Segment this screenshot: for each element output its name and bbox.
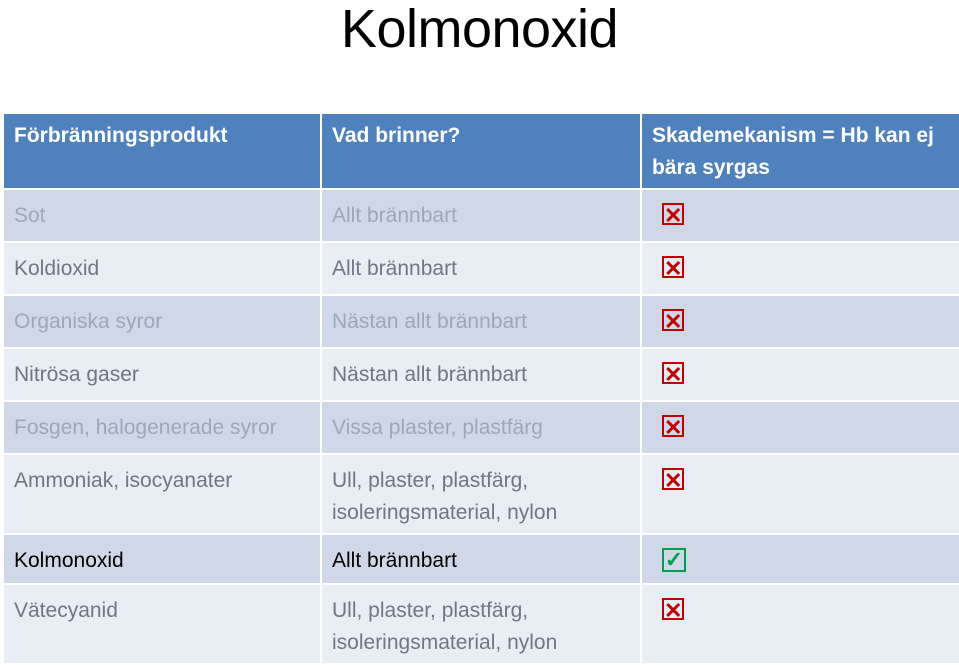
mark-cell [641, 534, 959, 584]
table-row [3, 189, 959, 242]
table-row [3, 584, 959, 664]
product-cell: Koldioxid [3, 242, 321, 295]
cross-icon: ✕ [664, 256, 683, 281]
cross-icon: ✕ [664, 598, 683, 623]
table-row [3, 242, 959, 295]
burns-cell: Allt brännbart [321, 189, 641, 242]
mark-cell [641, 242, 959, 295]
table-row [3, 401, 959, 454]
mark-cell [641, 454, 959, 534]
mark-cell [641, 348, 959, 401]
check-icon: ✓ [662, 548, 686, 572]
burns-cell: Ull, plaster, plastfärg, isoleringsmaterial, nylon [321, 584, 641, 664]
mark-cell [641, 584, 959, 664]
product-cell: Ammoniak, isocyanater [3, 454, 321, 534]
header-product: Förbränningsprodukt [3, 113, 321, 189]
slide-title-text: Kolmonoxid [340, 0, 619, 59]
mark-cell [641, 189, 959, 242]
cross-icon: ✕ [664, 468, 683, 493]
table-row [3, 348, 959, 401]
cross-icon: ✕ [664, 309, 683, 334]
table-row-highlighted [3, 534, 959, 584]
header-what-burns: Vad brinner? [321, 113, 641, 189]
mark-cell [641, 295, 959, 348]
slide-title [0, 0, 959, 100]
burns-cell: Allt brännbart [321, 534, 641, 584]
product-cell: Nitrösa gaser [3, 348, 321, 401]
burns-cell: Ull, plaster, plastfärg, isoleringsmaterial, nylon [321, 454, 641, 534]
product-cell: Fosgen, halogenerade syror [3, 401, 321, 454]
cross-icon: ✕ [664, 415, 683, 440]
combustion-products-table [2, 112, 959, 665]
cross-icon: ✕ [664, 203, 683, 228]
burns-cell: Allt brännbart [321, 242, 641, 295]
table-row [3, 454, 959, 534]
product-cell: Sot [3, 189, 321, 242]
mark-cell [641, 401, 959, 454]
table-header-row [3, 113, 959, 189]
product-cell: Kolmonoxid [3, 534, 321, 584]
header-damage-mechanism: Skademekanism = Hb kan ej bära syrgas [641, 113, 959, 189]
product-cell: Organiska syror [3, 295, 321, 348]
burns-cell: Nästan allt brännbart [321, 295, 641, 348]
table-row [3, 295, 959, 348]
product-cell: Vätecyanid [3, 584, 321, 664]
cross-icon: ✕ [664, 362, 683, 387]
burns-cell: Nästan allt brännbart [321, 348, 641, 401]
burns-cell: Vissa plaster, plastfärg [321, 401, 641, 454]
